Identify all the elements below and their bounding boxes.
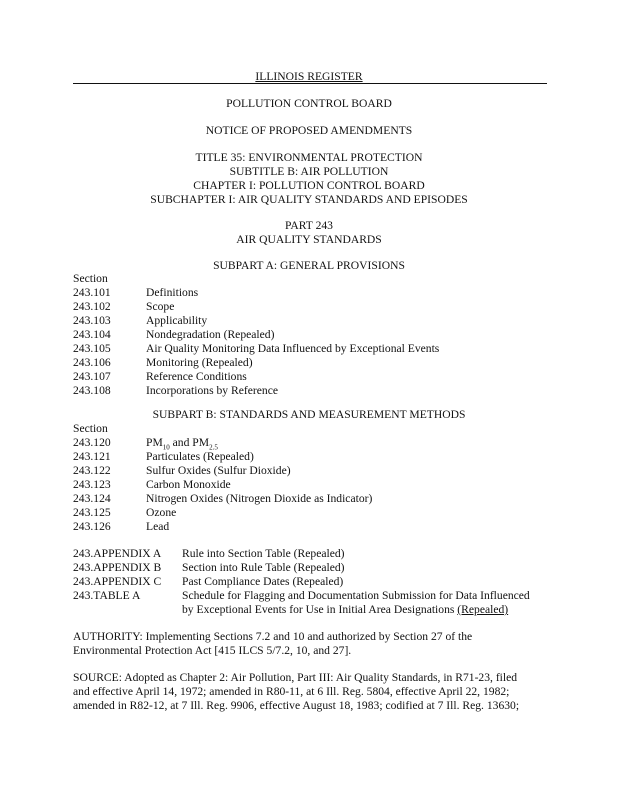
section-label: Section xyxy=(73,422,108,435)
section-number: 243.126 xyxy=(73,520,111,533)
section-number: 243.103 xyxy=(73,314,111,327)
section-number: 243.106 xyxy=(73,356,111,369)
part-number: PART 243 xyxy=(285,219,333,232)
pm-and-text: and PM xyxy=(169,436,210,449)
appendix-title: Section into Rule Table (Repealed) xyxy=(182,561,345,574)
subchapter-heading: SUBCHAPTER I: AIR QUALITY STANDARDS AND EPISODES xyxy=(150,193,468,206)
section-title: Ozone xyxy=(146,506,177,519)
section-number: 243.108 xyxy=(73,384,111,397)
title-heading: TITLE 35: ENVIRONMENTAL PROTECTION xyxy=(195,151,423,164)
header-rule xyxy=(73,83,547,84)
section-title: Carbon Monoxide xyxy=(146,478,231,491)
section-number: 243.105 xyxy=(73,342,111,355)
section-title: Monitoring (Repealed) xyxy=(146,356,253,369)
section-title: Nitrogen Oxides (Nitrogen Dioxide as Indicator) xyxy=(146,492,373,505)
section-title: Applicability xyxy=(146,314,208,327)
appendix-title: Past Compliance Dates (Repealed) xyxy=(182,575,344,588)
table-number: 243.TABLE A xyxy=(73,589,141,602)
section-title: Sulfur Oxides (Sulfur Dioxide) xyxy=(146,464,291,477)
section-number: 243.107 xyxy=(73,370,111,383)
section-title: Scope xyxy=(146,300,175,313)
authority-line: Environmental Protection Act [415 ILCS 5/7.2, 10, and 27]. xyxy=(73,644,352,657)
chapter-heading: CHAPTER I: POLLUTION CONTROL BOARD xyxy=(193,179,425,192)
section-number: 243.120 xyxy=(73,436,111,449)
appendix-number: 243.APPENDIX B xyxy=(73,561,162,574)
section-number: 243.122 xyxy=(73,464,111,477)
part-title: AIR QUALITY STANDARDS xyxy=(236,233,382,246)
subpart-a-title: SUBPART A: GENERAL PROVISIONS xyxy=(213,259,405,272)
repealed-mark: (Repealed) xyxy=(457,603,509,616)
table-title-line2 xyxy=(182,603,508,617)
section-title: Incorporations by Reference xyxy=(146,384,278,397)
authority-line: AUTHORITY: Implementing Sections 7.2 and 10 and authorized by Section 27 of the xyxy=(73,630,473,643)
notice-title: NOTICE OF PROPOSED AMENDMENTS xyxy=(205,124,413,137)
section-number: 243.101 xyxy=(73,286,111,299)
table-title-text: by Exceptional Events for Use in Initial Area Designations xyxy=(182,603,458,616)
pm25-subscript: 2.5 xyxy=(209,443,218,452)
section-number: 243.125 xyxy=(73,506,111,519)
source-line: SOURCE: Adopted as Chapter 2: Air Pollution, Part III: Air Quality Standards, in R71-23, filed xyxy=(73,671,518,684)
section-title: Reference Conditions xyxy=(146,370,247,383)
section-title: Definitions xyxy=(146,286,199,299)
pm-text: PM xyxy=(146,436,163,449)
section-title: Nondegradation (Repealed) xyxy=(146,328,275,341)
section-number: 243.124 xyxy=(73,492,111,505)
section-title: Air Quality Monitoring Data Influenced by Exceptional Events xyxy=(146,342,440,355)
section-number: 243.123 xyxy=(73,478,111,491)
table-title-line1: Schedule for Flagging and Documentation Submission for Data Influenced xyxy=(182,589,530,602)
section-title: Lead xyxy=(146,520,170,533)
section-title: Particulates (Repealed) xyxy=(146,450,254,463)
source-line: amended in R82-12, at 7 Ill. Reg. 9906, effective August 18, 1983; codified at 7 Ill. Reg. 13630; xyxy=(73,699,520,712)
register-header: ILLINOIS REGISTER xyxy=(255,70,363,83)
section-number: 243.102 xyxy=(73,300,111,313)
section-number: 243.121 xyxy=(73,450,111,463)
subtitle-heading: SUBTITLE B: AIR POLLUTION xyxy=(229,165,389,178)
appendix-number: 243.APPENDIX A xyxy=(73,547,162,560)
section-label: Section xyxy=(73,272,108,285)
appendix-title: Rule into Section Table (Repealed) xyxy=(182,547,345,560)
board-name: POLLUTION CONTROL BOARD xyxy=(226,97,392,110)
section-number: 243.104 xyxy=(73,328,111,341)
subpart-b-title: SUBPART B: STANDARDS AND MEASUREMENT METHODS xyxy=(152,408,466,421)
pm10-subscript: 10 xyxy=(162,443,170,452)
source-line: and effective April 14, 1972; amended in R80-11, at 6 Ill. Reg. 5804, effective April 22, 1982; xyxy=(73,685,510,698)
appendix-number: 243.APPENDIX C xyxy=(73,575,162,588)
